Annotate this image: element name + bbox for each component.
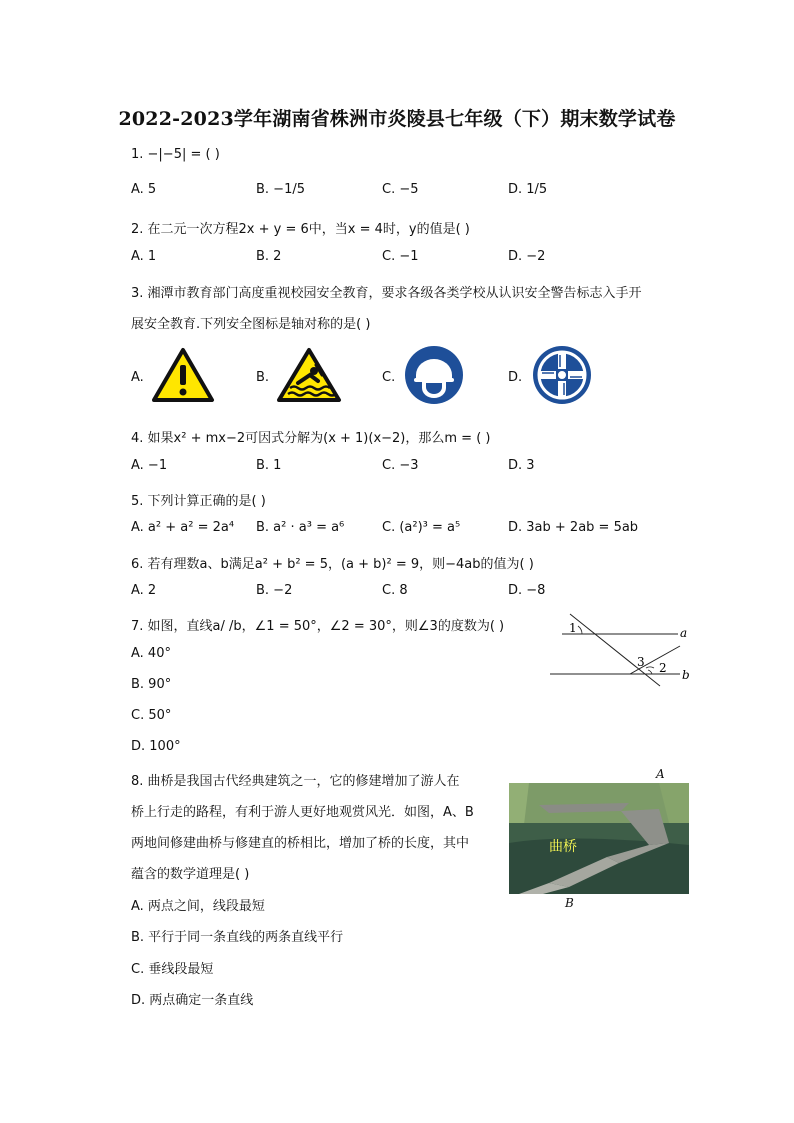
q6-option-c: C. 8	[382, 583, 408, 598]
fan-sign-icon	[532, 345, 592, 405]
q4-option-a: A. −1	[131, 458, 168, 473]
angle-2-label: 2	[659, 661, 667, 675]
question-3-stem-line2: 展安全教育.下列安全图标是轴对称的是( )	[131, 317, 371, 332]
q8-option-d: D. 两点确定一条直线	[131, 993, 254, 1008]
question-5-stem: 5. 下列计算正确的是( )	[131, 494, 266, 509]
q1-option-d: D. 1/5	[508, 182, 548, 197]
q6-option-a: A. 2	[131, 583, 157, 598]
helmet-sign-icon	[404, 345, 464, 405]
q8-option-b: B. 平行于同一条直线的两条直线平行	[131, 930, 344, 945]
angle-1-arc	[578, 626, 582, 634]
bridge-photo-caption: 曲桥	[549, 839, 577, 855]
q5-option-a: A. a² + a² = 2a⁴	[131, 520, 235, 535]
angle-2-arc	[648, 670, 652, 674]
point-b-label: B	[565, 896, 574, 910]
angle-1-label: 1	[569, 621, 577, 635]
question-8-stem-line2: 桥上行走的路程，有利于游人更好地观赏风光．如图，A、B	[131, 805, 474, 820]
angle-3-label: 3	[637, 655, 645, 669]
q1-option-b: B. −1/5	[256, 182, 305, 197]
question-6-stem: 6. 若有理数a、b满足a² + b² = 5，(a + b)² = 9，则−4ab的值为( )	[131, 557, 534, 572]
bridge-photo-drawing	[509, 783, 689, 894]
q2-option-a: A. 1	[131, 249, 157, 264]
parallel-lines-figure	[548, 610, 698, 690]
transversal-1	[570, 614, 660, 686]
q2-option-c: C. −1	[382, 249, 419, 264]
q1-option-c: C. −5	[382, 182, 419, 197]
q2-option-b: B. 2	[256, 249, 282, 264]
q1-option-a: A. 5	[131, 182, 157, 197]
q7-option-c: C. 50°	[131, 708, 172, 723]
q4-option-c: C. −3	[382, 458, 419, 473]
q4-option-b: B. 1	[256, 458, 282, 473]
q6-option-d: D. −8	[508, 583, 546, 598]
q3-option-b: B.	[256, 370, 270, 385]
q3-option-c: C.	[382, 370, 396, 385]
q2-option-d: D. −2	[508, 249, 546, 264]
angle-3-arc	[646, 667, 654, 668]
question-8-stem-line3: 两地间修建曲桥与修建直的桥相比，增加了桥的长度，其中	[131, 836, 470, 851]
q7-option-b: B. 90°	[131, 677, 172, 692]
line-b-label: b	[682, 668, 690, 682]
question-1-stem: 1. −|−5| = ( )	[131, 147, 220, 162]
question-3-stem-line1: 3. 湘潭市教育部门高度重视校园安全教育，要求各级各类学校从认识安全警告标志入手开	[131, 286, 642, 301]
bridge-photo	[509, 783, 689, 894]
q5-option-d: D. 3ab + 2ab = 5ab	[508, 520, 639, 535]
q7-option-d: D. 100°	[131, 739, 181, 754]
q7-option-a: A. 40°	[131, 646, 171, 661]
q4-option-d: D. 3	[508, 458, 535, 473]
question-2-stem: 2. 在二元一次方程2x + y = 6中，当x = 4时，y的值是( )	[131, 222, 470, 237]
q3-option-a: A.	[131, 370, 144, 385]
q3-option-d: D.	[508, 370, 523, 385]
question-7-stem: 7. 如图，直线a/ /b，∠1 = 50°，∠2 = 30°，则∠3的度数为( )	[131, 619, 505, 634]
point-a-label: A	[656, 767, 665, 781]
q6-option-b: B. −2	[256, 583, 293, 598]
page-title: 2022-2023学年湖南省株洲市炎陵县七年级（下）期末数学试卷	[118, 108, 676, 130]
question-8-stem-line1: 8. 曲桥是我国古代经典建筑之一，它的修建增加了游人在	[131, 774, 460, 789]
question-8-stem-line4: 蕴含的数学道理是( )	[131, 867, 250, 882]
line-a-label: a	[680, 626, 688, 640]
warning-exclamation-icon	[151, 347, 215, 403]
q5-option-c: C. (a²)³ = a⁵	[382, 520, 461, 535]
q8-option-c: C. 垂线段最短	[131, 962, 214, 977]
warning-swimmer-icon	[276, 347, 342, 403]
q8-option-a: A. 两点之间，线段最短	[131, 899, 265, 914]
q5-option-b: B. a² · a³ = a⁶	[256, 520, 345, 535]
question-4-stem: 4. 如果x² + mx−2可因式分解为(x + 1)(x−2)，那么m = ( )	[131, 431, 491, 446]
